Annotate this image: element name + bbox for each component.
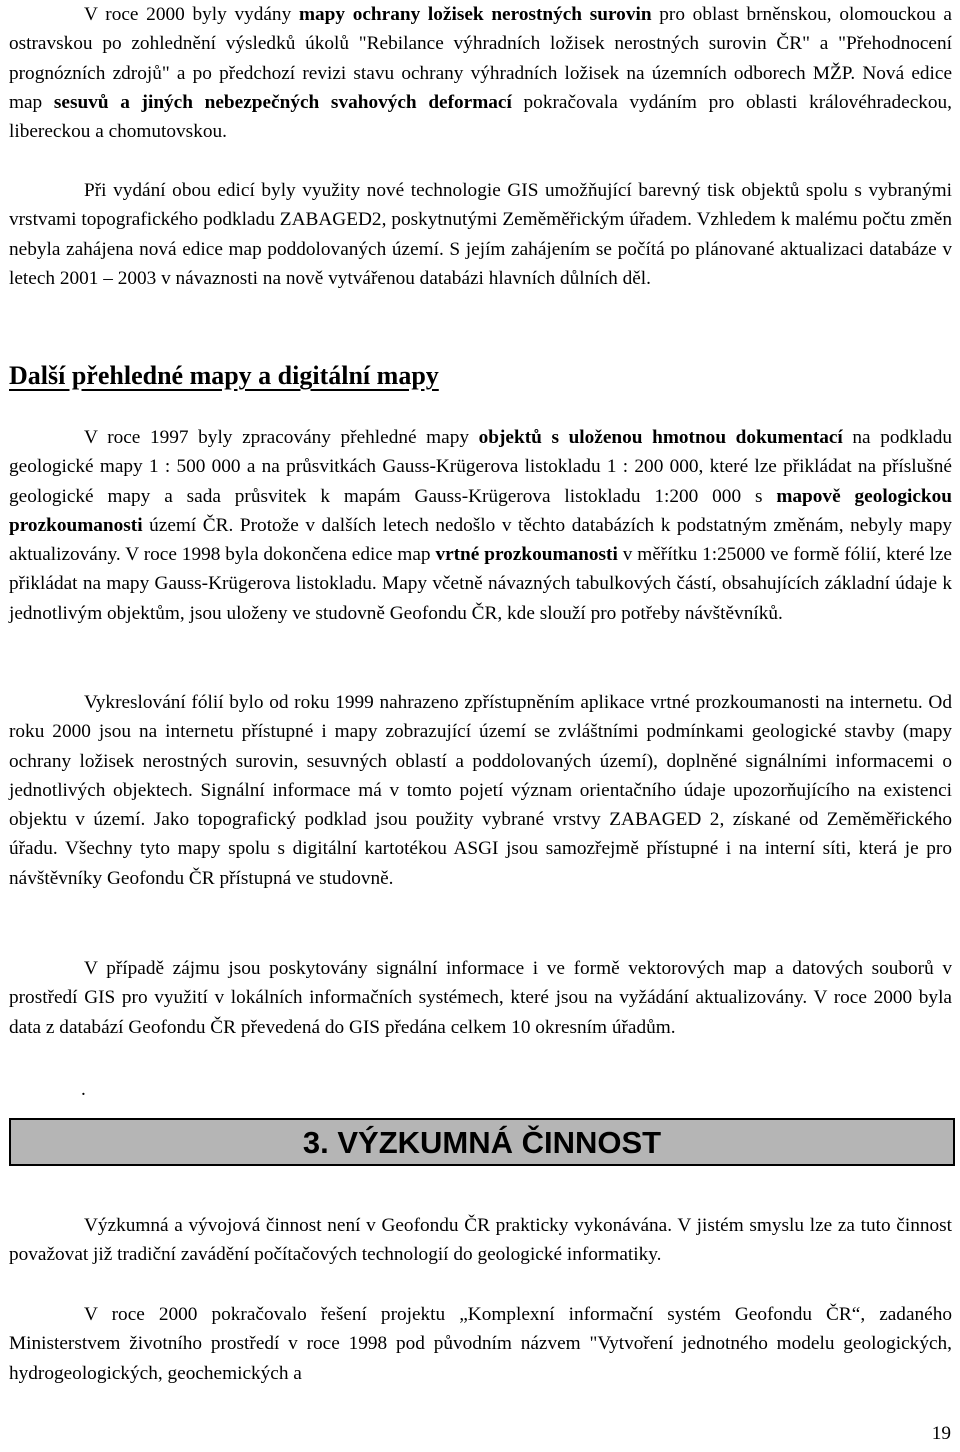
bold-term-drilling-coverage: vrtné prozkoumanosti (435, 544, 618, 566)
text-run: pokračovala vydáním pro oblasti královéhradeckou, libereckou a chomutovskou. (9, 91, 953, 143)
section-heading-overview-maps: Další přehledné mapy a digitální mapy (9, 361, 439, 390)
text-run: V roce 2000 byly vydány (84, 4, 299, 25)
chapter-banner (9, 1118, 955, 1166)
paragraph-vector-maps: V případě zájmu jsou poskytovány signální informace i ve formě vektorových map a datových souborů v prostředí GIS pro využití v lokálních informačních systémech, které jsou na vyžádání aktualizovány. V roce 2000 byla data z databází Geofondu ČR převedená do GIS předána celkem 10 okresním úřadům. (9, 958, 952, 1038)
bold-term-objects-documentation: objektů s uloženou hmotnou dokumentací (478, 427, 843, 448)
text-run: na podkladu geologické mapy 1 : 500 000 a na průsvitkách Gauss-Krügerova listokladu 1 : 200 000, které lze přikládat na příslušné geologické mapy a sada průsvitek k mapám Gauss-Krügerova listokladu 1:200 000 s (9, 427, 952, 507)
paragraph-research-activity: Výzkumná a vývojová činnost není v Geofondu ČR prakticky vykonávána. V jistém smyslu lze za tuto činnost považovat již tradiční zavádění počítačových technologií do geologické informatiky. (9, 1215, 952, 1266)
paragraph-gis-technologies: Při vydání obou edicí byly využity nové technologie GIS umožňující barevný tisk objektů spolu s vybranými vrstvami topografického podkladu ZABAGED2, poskytnutými Zeměměřickým úřadem. Vzhledem k malému počtu změn nebyla zahájena nová edice map poddolovaných území. S jejím zahájením se počítá po plánované aktualizaci databáze v letech 2001 – 2003 v návaznosti na nově vytvářenou databázi hlavních důlních děl. (9, 180, 952, 289)
chapter-title: 3. VÝZKUMNÁ ČINNOST (302, 1125, 662, 1160)
text-run: V roce 1997 byly zpracovány přehledné mapy (84, 427, 479, 448)
bold-term-landslides: sesuvů a jiných nebezpečných svahových deformací (53, 91, 512, 113)
paragraph-deposit-protection-maps (9, 0, 952, 146)
text-run: území ČR. Protože v dalších letech nedošlo v těchto databázích k podstatným změnám, nebyly mapy aktualizovány. V roce 1998 byla dokončena edice map (9, 514, 952, 566)
bold-term-deposit-protection-maps: mapy ochrany ložisek nerostných surovin (298, 4, 652, 25)
bold-term-geological-survey-coverage: mapově geologickou prozkoumanosti (9, 485, 952, 536)
stray-dot: . (81, 1079, 86, 1100)
page-number: 19 (931, 1423, 951, 1444)
text-run: v měřítku 1:25000 ve formě fólií, které lze přikládat na mapy Gauss-Krügerova listokladu. Mapy včetně návazných tabulkových částí, obsahujících základní údaje k jednotlivým objektům, jsou uloženy ve studovně Geofondu ČR, kde slouží pro potřeby návštěvníků. (9, 544, 952, 624)
text-run: pro oblast brněnskou, olomouckou a ostravskou po zohlednění výsledků úkolů "Rebilance výhradních ložisek nerostných surovin ČR" a "Přehodnocení prognózních zdrojů" a po předchozí revizi stavu ochrany výhradních ložisek na územních odborech MŽP. Nová edice map (9, 4, 952, 113)
paragraph-project: V roce 2000 pokračovalo řešení projektu „Komplexní informační systém Geofondu ČR“, zadaného Ministerstvem životního prostředí v roce 1998 pod původním názvem "Vytvoření jednotného modelu geologických, hydrogeologických, geochemických a (9, 1304, 952, 1384)
paragraph-internet-access: Vykreslování fólií bylo od roku 1999 nahrazeno zpřístupněním aplikace vrtné prozkoumanosti na internetu. Od roku 2000 jsou na internetu přístupné i mapy zobrazující území se zvláštními podmínkami geologické stavby (mapy ochrany ložisek nerostných surovin, sesuvných oblastí a poddolovaných území), doplněné signálními informacemi o jednotlivých objektech. Signální informace má v tomto pojetí význam orientačního údaje upozorňujícího na existenci objektu v území. Jako topografický podklad jsou použity vybrané vrstvy ZABAGED 2, získané od Zeměměřického úřadu. Všechny tyto mapy spolu s digitální kartotékou ASGI jsou samozřejmě přístupné i na interní síti, která je pro návštěvníky Geofondu ČR přístupná ve studovně. (9, 692, 952, 889)
paragraph-overview-maps (9, 423, 952, 628)
